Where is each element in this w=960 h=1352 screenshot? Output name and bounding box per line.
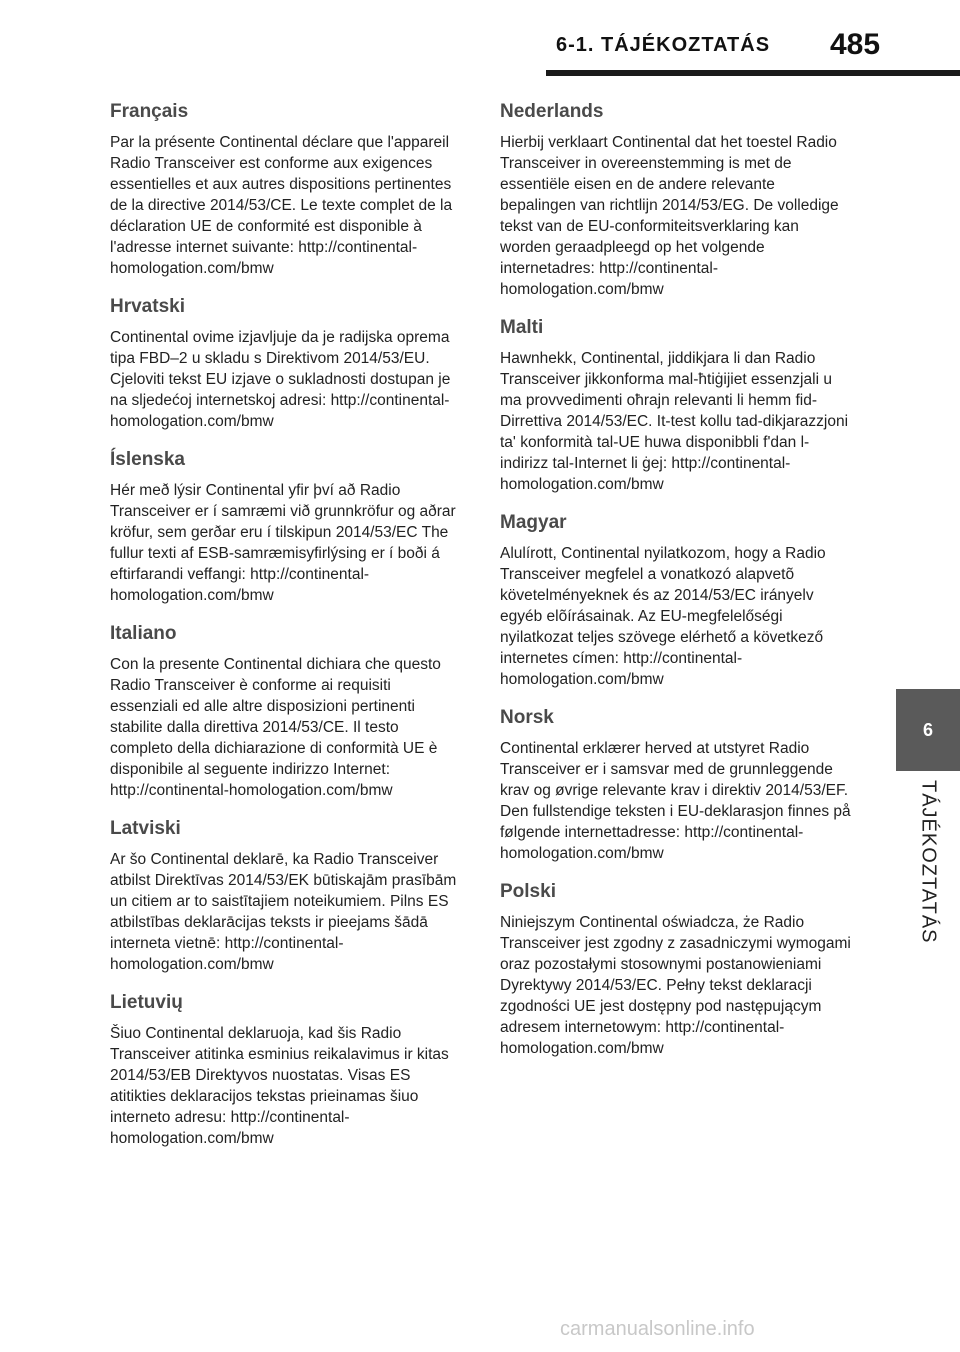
- section-text: Šiuo Continental deklaruoja, kad šis Radio Transceiver atitinka esminius reikalavimus ir kitas 2014/53/EB Direktyvos nuostatas. Visas ES atitikties deklaracijos tekstas prieinamas šiuo interneto adresu: http://continental-homologation.com/bmw: [110, 1025, 449, 1147]
- section-text: Par la présente Continental déclare que l'appareil Radio Transceiver est conforme aux exigences essentielles et aux autres dispositions pertinentes de la directive 2014/53/CE. Le texte complet de la déclaration UE de conformité est disponible à l'adresse internet suivante: http://continental-homologation.com/bmw: [110, 134, 453, 277]
- section-heading: Latviski: [110, 818, 181, 839]
- chapter-tab: 6: [896, 689, 960, 771]
- right-column: [500, 98, 852, 1073]
- section-heading: Polski: [500, 881, 556, 902]
- section-heading: Malti: [500, 317, 544, 338]
- section-text: Con la presente Continental dichiara che questo Radio Transceiver è conforme ai requisiti essenziali ed alle altre disposizioni pertinenti stabilite dalla direttiva 2014/53/CE. Il testo completo della dichiarazione di conformità UE è disponibile al seguente indirizzo Internet: http://continental-homologation.com/bmw: [110, 656, 441, 799]
- section-text: Ar šo Continental deklarē, ka Radio Transceiver atbilst Direktīvas 2014/53/EK būtiskajām prasībām un citiem ar to saistītajiem noteikumiem. Pilns ES atbilstības deklarācijas teksts ir pieejams šādā interneta vietnē: http://continental-homologation.com/bmw: [110, 851, 457, 973]
- section-lietuviu: [110, 989, 462, 1149]
- section-norsk: [500, 704, 852, 864]
- section-heading: Hrvatski: [110, 296, 185, 317]
- section-islenska: [110, 446, 462, 606]
- chapter-title: 6-1. TÁJÉKOZTATÁS: [556, 34, 771, 56]
- section-italiano: [110, 620, 462, 801]
- section-heading: Italiano: [110, 623, 177, 644]
- section-malti: [500, 314, 852, 495]
- section-magyar: [500, 509, 852, 690]
- page-header: [0, 0, 960, 80]
- section-latviski: [110, 815, 462, 975]
- section-heading: Lietuvių: [110, 992, 183, 1013]
- section-text: Niniejszym Continental oświadcza, że Radio Transceiver jest zgodny z zasadniczymi wymogami oraz pozostałymi stosownymi postanowieniami Dyrektywy 2014/53/EC. Pełny tekst deklaracji zgodności UE jest dostępny pod następującym adresem internetowym: http://continental-homologation.com/bmw: [500, 914, 851, 1057]
- section-text: Continental ovime izjavljuje da je radijska oprema tipa FBD–2 u skladu s Direktivom 2014/53/EU. Cjeloviti tekst EU izjave o sukladnosti dostupan je na sljedećoj internetskoj adresi: http://continental-homologation.com/bmw: [110, 329, 451, 430]
- section-heading: Nederlands: [500, 101, 604, 122]
- section-heading: Norsk: [500, 707, 554, 728]
- section-text: Continental erklærer herved at utstyret Radio Transceiver er i samsvar med de grunnleggende krav og øvrige relevante krav i direktiv 2014/53/EF. Den fullstendige teksten i EU-deklarasjon finnes på følgende internettadresse: http://continental-homologation.com/bmw: [500, 740, 851, 862]
- section-heading: Íslenska: [110, 449, 185, 470]
- footer-watermark: carmanualsonline.info: [560, 1318, 755, 1340]
- section-francais: [110, 98, 462, 279]
- section-text: Hierbij verklaart Continental dat het toestel Radio Transceiver in overeenstemming is met de essentiële eisen en de andere relevante bepalingen van richtlijn 2014/53/EG. De volledige tekst van de EU-conformiteitsverklaring kan worden geraadpleegd op het volgende internetadres: http://continental-homologation.com/bmw: [500, 134, 839, 298]
- section-text: Hawnhekk, Continental, jiddikjara li dan Radio Transceiver jikkonforma mal-ħtiġijiet essenzjali u ma provvedimenti oħrajn relevanti li hemm fid-Dirrettiva 2014/53/EC. It-test kollu tad-dikjarazzjoni ta' konformità tal-UE huwa disponibbli f'dan l-indirizz tal-Internet li ġej: http://continental-homologation.com/bmw: [500, 350, 849, 493]
- left-column: [110, 98, 462, 1163]
- section-nederlands: [500, 98, 852, 300]
- chapter-side-label: TÁJÉKOZTATÁS: [917, 780, 940, 944]
- section-polski: [500, 878, 852, 1059]
- page-number: 485: [830, 28, 881, 61]
- section-heading: Français: [110, 101, 189, 122]
- header-rule: [546, 70, 960, 76]
- section-hrvatski: [110, 293, 462, 432]
- section-text: Hér með lýsir Continental yfir því að Radio Transceiver er í samræmi við grunnkröfur og aðrar kröfur, sem gerðar eru í tilskipun 2014/53/EC The fullur texti af ESB-samræmisyfirlýsing er í boði á eftirfarandi veffangi: http://continental-homologation.com/bmw: [110, 482, 456, 604]
- section-text: Alulírott, Continental nyilatkozom, hogy a Radio Transceiver megfelel a vonatkozó alapvetõ követelményeknek és az 2014/53/EC irányelv egyéb elõírásainak. Az EU-megfelelőségi nyilatkozat teljes szövege elérhető a következő internetes címen: http://continental-homologation.com/bmw: [500, 545, 826, 688]
- section-heading: Magyar: [500, 512, 567, 533]
